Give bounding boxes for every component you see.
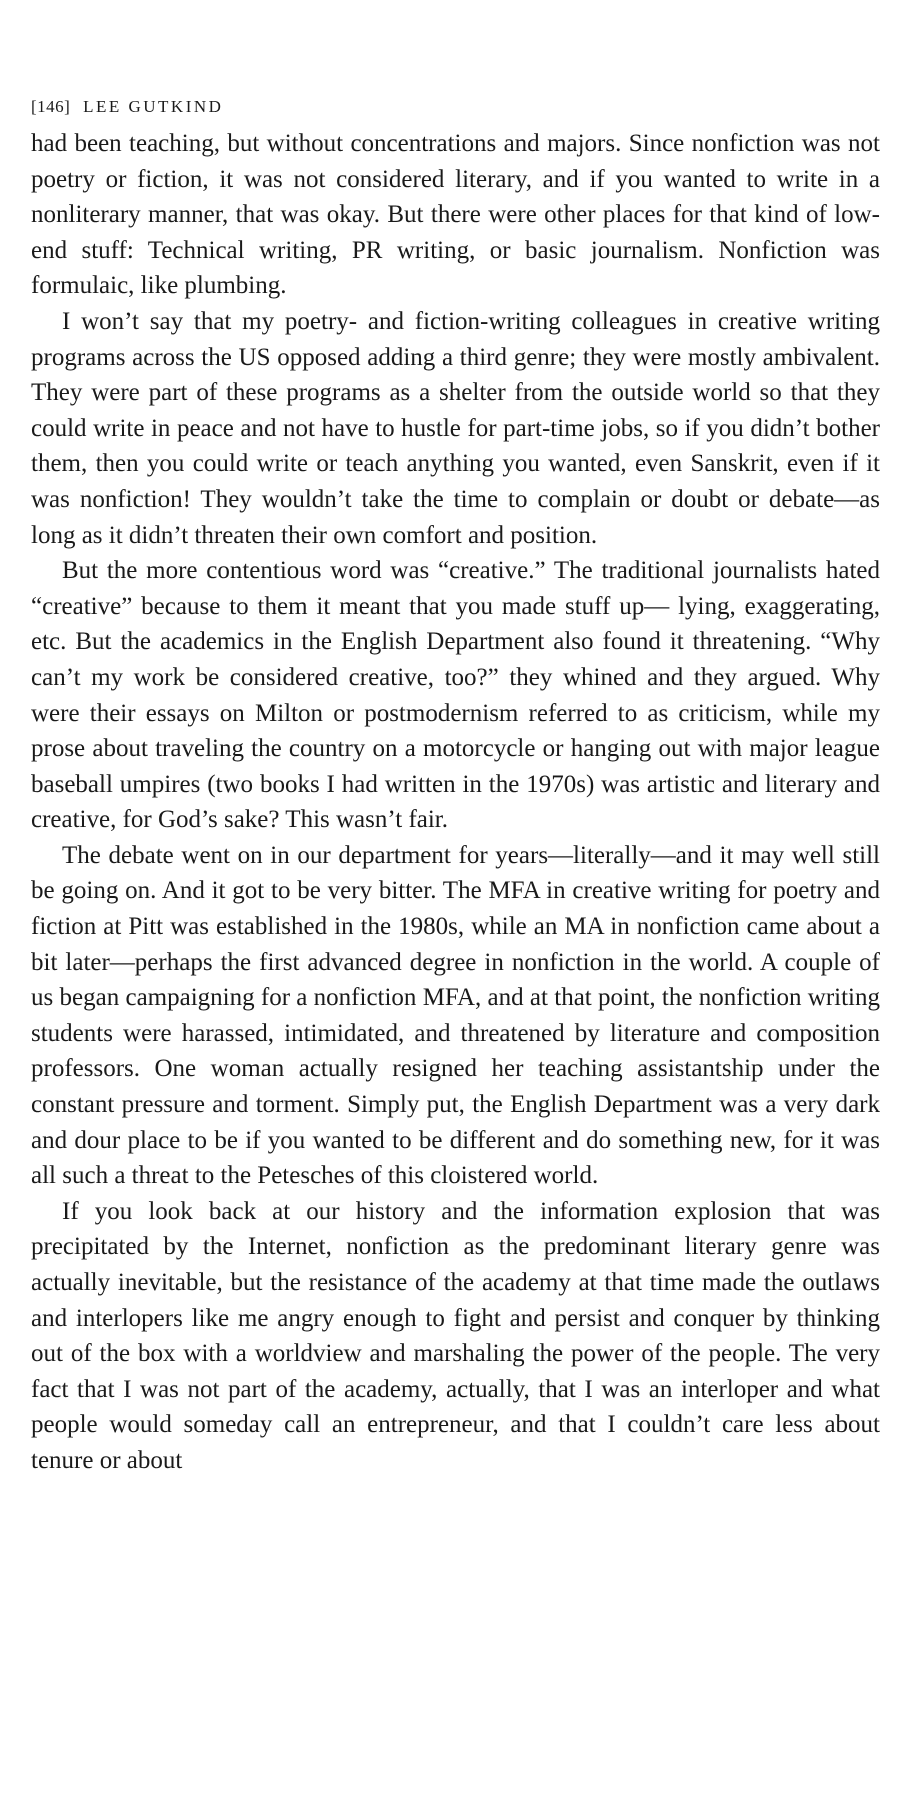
paragraph-4: The debate went on in our department for years—literally—and it may well still be going on. And it got to be very bitter. The MFA in creative writing for poetry and fiction at Pitt was established in the 1980s, while an MA in nonfiction came about a bit later—perhaps the first advanced degree in nonfiction in the world. A couple of us began campaigning for a nonfiction MFA, and at that point, the nonfiction writing students were harassed, intimidated, and threatened by literature and composition professors. One woman actually resigned her teaching assistantship under the constant pressure and torment. Simply put, the English Department was a very dark and dour place to be if you wanted to be different and do something new, for it was all such a threat to the Petesches of this cloistered world. [31, 841, 880, 1190]
paragraph-3: But the more contentious word was “creative.” The traditional journalists hated “creative” because to them it meant that you made stuff up— lying, exaggerating, etc. But the academics in the English Department also found it threatening. “Why can’t my work be considered creative, too?” they whined and they argued. Why were their essays on Milton or postmodernism referred to as criticism, while my prose about traveling the country on a motorcycle or hanging out with major league baseball umpires (two books I had written in the 1970s) was artistic and literary and creative, for God’s sake? This wasn’t fair. [31, 557, 880, 834]
book-page [31, 94, 880, 1479]
paragraph-1: had been teaching, but without concentrations and majors. Since nonfiction was not poetry or fiction, it was not considered literary, and if you wanted to write in a nonliterary manner, that was okay. But there were other places for that kind of low-end stuff: Technical writing, PR writing, or basic journalism. Nonfiction was formulaic, like plumbing. [31, 130, 880, 300]
body-text [31, 126, 880, 1479]
page-number: [146] [31, 97, 71, 116]
paragraph-5: If you look back at our history and the information explosion that was precipitated by the Internet, nonfiction as the predominant literary genre was actually inevitable, but the resistance of the academy at that time made the outlaws and interlopers like me angry enough to fight and persist and conquer by thinking out of the box with a worldview and marshaling the power of the people. The very fact that I was not part of the academy, actually, that I was an interloper and what people would someday call an entrepreneur, and that I couldn’t care less about tenure or about [31, 1197, 880, 1474]
paragraph-2: I won’t say that my poetry- and fiction-writing colleagues in creative writing programs across the US opposed adding a third genre; they were mostly ambivalent. They were part of these programs as a shelter from the outside world so that they could write in peace and not have to hustle for part-time jobs, so if you didn’t bother them, then you could write or teach anything you wanted, even Sanskrit, even if it was nonfiction! They wouldn’t take the time to complain or doubt or debate—as long as it didn’t threaten their own comfort and position. [31, 307, 880, 549]
running-head [31, 94, 880, 120]
running-head-author: LEE GUTKIND [83, 97, 224, 116]
